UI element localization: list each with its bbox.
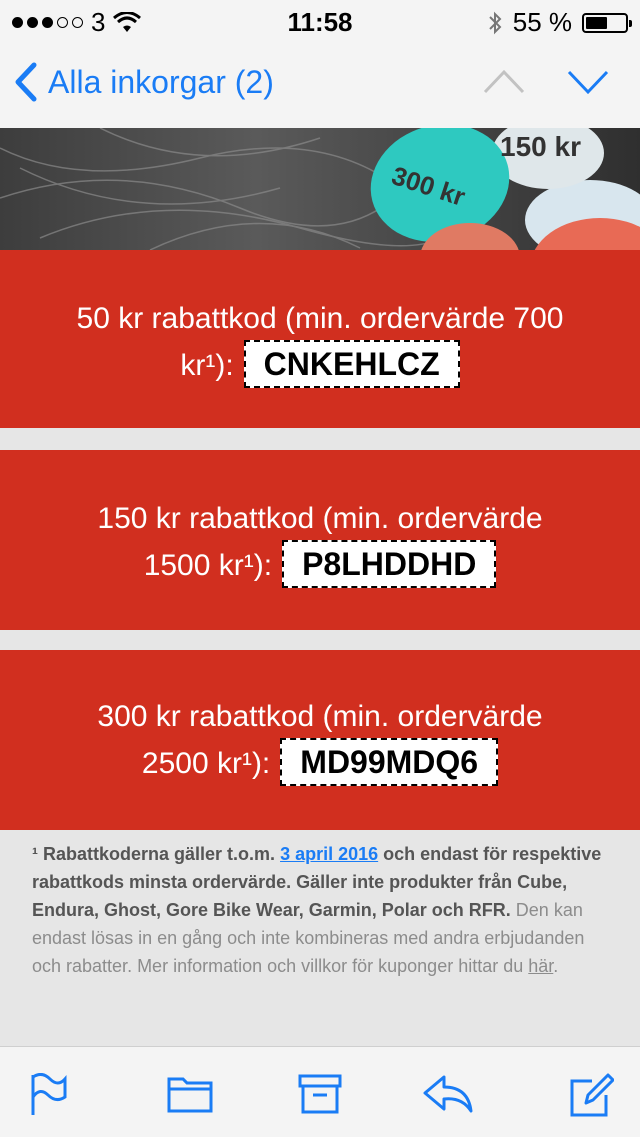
footnote-terms: och endast för respektive rabattkods minsta ordervärde. Gäller inte produkter från Cube, Endura, Ghost, Gore Bike Wear, Garmin, Polar och RFR. [32, 844, 602, 920]
archive-icon[interactable] [298, 1073, 342, 1115]
battery-icon [582, 13, 628, 33]
footnote-conditions: Den kan endast lösas in en gång och inte kombineras med andra erbjudanden och rabatter. Mer information och villkor för kuponger hittar du [32, 900, 585, 976]
coupon-line2: kr¹): [180, 349, 234, 382]
chevron-left-icon [14, 62, 38, 102]
footnote [32, 840, 608, 980]
carrier-label: 3 [91, 7, 106, 37]
coupon-300 [0, 650, 640, 830]
here-link[interactable]: här [528, 956, 554, 976]
bluetooth-icon [487, 10, 503, 36]
coupon-line1: 50 kr rabattkod (min. ordervärde 700 [76, 302, 564, 335]
status-time: 11:58 [287, 7, 353, 37]
compose-icon[interactable] [568, 1073, 614, 1117]
coupon-code[interactable]: MD99MDQ6 [280, 738, 498, 786]
reply-icon[interactable] [422, 1073, 474, 1113]
back-label: Alla inkorgar (2) [48, 63, 274, 100]
nav-bar [0, 40, 640, 129]
status-bar [0, 0, 640, 40]
egg-label-150: 150 kr [500, 131, 581, 162]
footnote-end: . [553, 956, 559, 976]
date-link[interactable]: 3 april 2016 [280, 844, 379, 864]
flag-icon[interactable] [28, 1073, 68, 1117]
coupon-code[interactable]: P8LHDDHD [282, 540, 496, 588]
hero-image [0, 128, 640, 250]
coupon-line2: 2500 kr¹): [141, 747, 271, 780]
coupon-line2: 1500 kr¹): [143, 549, 273, 582]
back-button[interactable] [14, 62, 274, 102]
coupon-150 [0, 450, 640, 630]
footnote-prefix: ¹ Rabattkoderna gäller t.o.m. [32, 844, 276, 864]
folder-icon[interactable] [167, 1073, 213, 1113]
easter-eggs-illustration [0, 128, 640, 250]
battery-percent: 55 % [512, 7, 572, 37]
coupon-line1: 300 kr rabattkod (min. ordervärde [97, 700, 543, 733]
coupon-50 [0, 250, 640, 428]
previous-message-icon[interactable] [482, 66, 526, 96]
coupon-line1: 150 kr rabattkod (min. ordervärde [97, 502, 543, 535]
coupon-code[interactable]: CNKEHLCZ [244, 340, 460, 388]
bottom-toolbar [0, 1046, 640, 1137]
next-message-icon[interactable] [566, 66, 610, 96]
egg-label-300: 300 kr [388, 160, 469, 212]
